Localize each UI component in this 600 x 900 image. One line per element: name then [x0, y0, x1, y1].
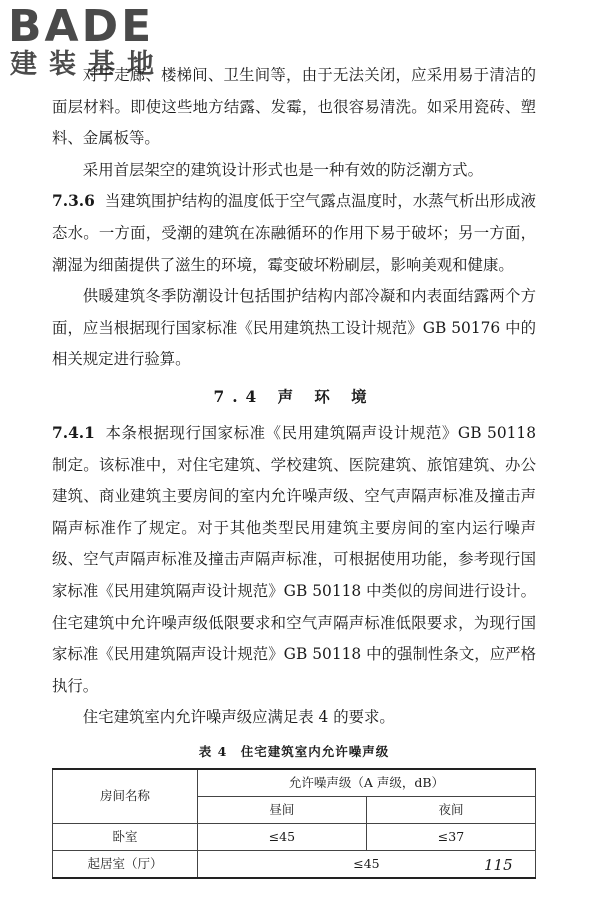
cell-night-value: ≤37 [366, 823, 535, 850]
paragraph-elevated-ground-floor: 采用首层架空的建筑设计形式也是一种有效的防泛潮方式。 [82, 160, 483, 179]
logo-wordmark: BADE [8, 1, 155, 52]
page-number: 115 [484, 856, 513, 874]
header-daytime: 昼间 [197, 796, 366, 823]
clause-text: 本条根据现行国家标准《民用建筑隔声设计规范》GB 50118 制定。该标准中，对住宅建筑、学校建筑、医院建筑、旅馆建筑、办公建筑、商业建筑主要房间的室内允许噪声级、空气声隔声标准及撞击声隔声标准作了规定。对于其他类型民用建筑主要房间的室内运行噪声级、空气声隔声标准及撞击声隔声标准，可根据使用功能，参考现行国家标准《民用建筑隔声设计规范》GB 50118 中类似的房间进行设计。住宅建筑中允许噪声级低限要求和空气声隔声标准低限要求，为现行国家标准《民用建筑隔声设计规范》GB 50118 中的强制性条文，应严格执行。 [52, 423, 536, 695]
noise-level-table [52, 768, 536, 879]
cell-combined-value: ≤45 [197, 850, 535, 878]
page-body [52, 60, 536, 879]
clause-7-3-6 [52, 186, 536, 281]
table-caption: 表 4 住宅建筑室内允许噪声级 [198, 743, 390, 759]
logo-subtitle: 建装基地 [10, 49, 166, 80]
header-allowed-noise: 允许噪声级（A 声级，dB） [197, 769, 535, 797]
paragraph-heating-moisture-design: 供暖建筑冬季防潮设计包括围护结构内部冷凝和内表面结露两个方面，应当根据现行国家标准《民用建筑热工设计规范》GB 50176 中的相关规定进行验算。 [52, 287, 536, 369]
clause-7-4-1 [52, 418, 536, 702]
cell-room: 起居室（厅） [53, 850, 198, 878]
table-header-row [53, 769, 536, 797]
clause-number: 7.3.6 [52, 192, 95, 211]
table-row [53, 823, 536, 850]
header-nighttime: 夜间 [366, 796, 535, 823]
clause-text: 当建筑围护结构的温度低于空气露点温度时，水蒸气析出形成液态水。一方面，受潮的建筑在冻融循环的作用下易于破坏；另一方面，潮湿为细菌提供了滋生的环境，霉变破坏粉刷层，影响美观和健康。 [52, 192, 536, 274]
paragraph-table-reference: 住宅建筑室内允许噪声级应满足表 4 的要求。 [82, 708, 395, 727]
clause-number: 7.4.1 [52, 423, 95, 442]
table-row [53, 850, 536, 878]
section-title: 7.4 声 环 境 [213, 387, 375, 406]
paragraph-cleanable-surfaces: 对于走廊、楼梯间、卫生间等，由于无法关闭，应采用易于清洁的面层材料。即使这些地方结露、发霉，也很容易清洗。如采用瓷砖、塑料、金属板等。 [52, 66, 536, 148]
cell-day-value: ≤45 [197, 823, 366, 850]
cell-room: 卧室 [53, 823, 198, 850]
header-room-name: 房间名称 [53, 769, 198, 824]
